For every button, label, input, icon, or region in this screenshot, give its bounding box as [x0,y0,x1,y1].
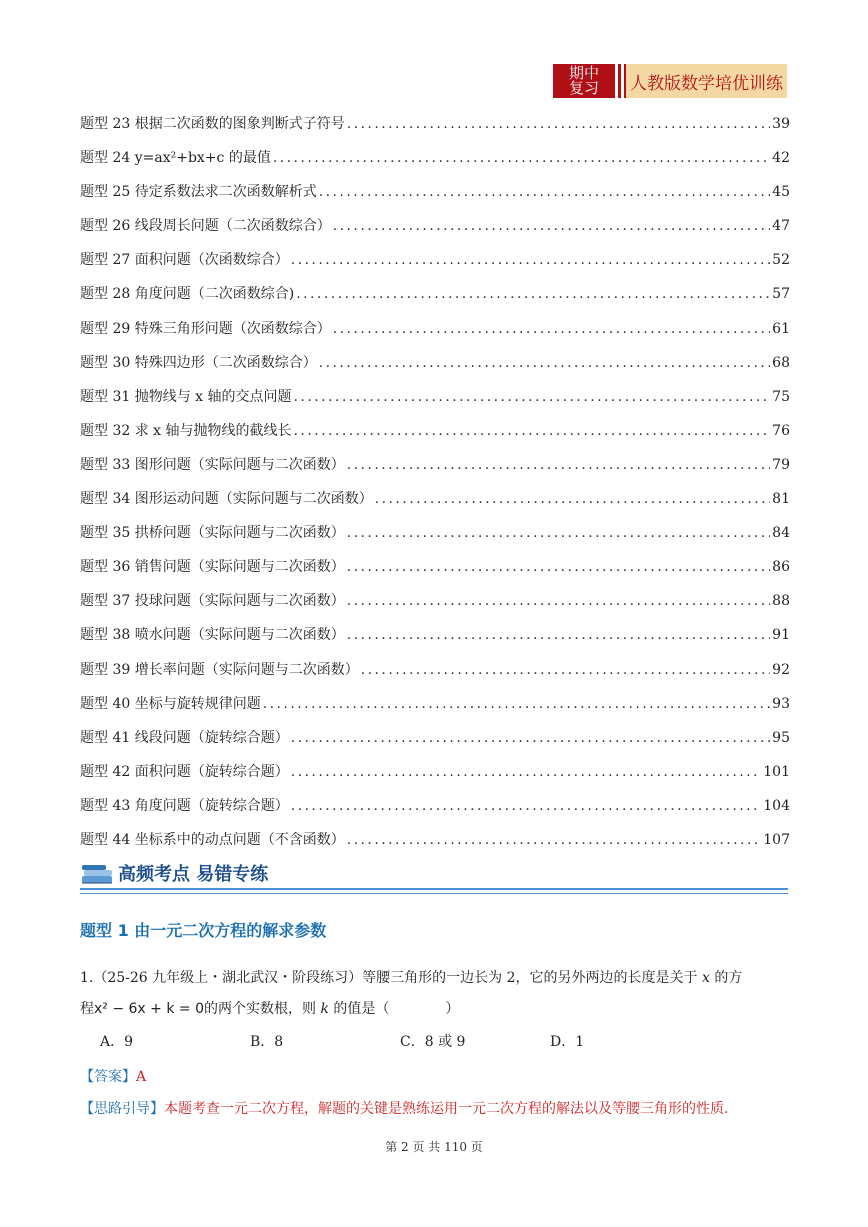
toc-entry-title: 题型 40 坐标与旋转规律问题 [80,695,261,712]
question-text [80,963,792,1025]
section-title: 高频考点 易错专练 [118,864,269,885]
option-d: D．1 [550,1034,585,1050]
question-text-part: 1.（25-26 九年级上・湖北武汉・阶段练习）等腰三角形的一边长为 2，它的另外两边的长度是关于 [80,970,702,986]
answer-value: A [136,1069,147,1085]
equation: x² − 6x + k = 0 [94,1001,204,1017]
toc-leader-dots [291,764,762,780]
toc-leader-dots [294,423,771,439]
toc-entry-title: 题型 24 y=ax²+bx+c 的最值 [80,150,271,167]
toc-entry-page: 75 [772,388,790,405]
toc-entry[interactable] [80,454,790,488]
answer-options [100,1031,700,1051]
toc-entry-page: 47 [772,218,790,235]
toc-entry-title: 题型 32 求 x 轴与抛物线的截线长 [80,422,292,439]
toc-entry-page: 76 [772,422,790,439]
toc-entry[interactable] [80,556,790,590]
toc-entry-title: 题型 34 图形运动问题（实际问题与二次函数） [80,491,373,508]
toc-entry-page: 81 [772,491,790,508]
toc-entry[interactable] [80,181,790,215]
section-rule [80,893,788,894]
toc-leader-dots [361,662,770,678]
question-text-part: 的方 [709,970,743,986]
toc-entry-title: 题型 23 根据二次函数的图象判断式子符号 [80,116,345,132]
toc-entry-page: 39 [772,116,790,132]
toc-leader-dots [333,218,770,234]
toc-entry-title: 题型 26 线段周长问题（二次函数综合） [80,218,331,235]
option-c: C．8 或 9 [400,1034,466,1050]
toc-entry[interactable] [80,318,790,352]
toc-entry-title: 题型 37 投球问题（实际问题与二次函数） [80,593,345,610]
section-heading [80,856,788,896]
toc-leader-dots [291,252,770,268]
toc-entry[interactable] [80,113,790,147]
hint [80,1098,792,1118]
toc-entry-page: 84 [772,525,790,542]
option-a: A．9 [100,1034,134,1050]
toc-entry[interactable] [80,795,790,829]
toc-entry[interactable] [80,352,790,386]
toc-entry-title: 题型 39 增长率问题（实际问题与二次函数） [80,661,359,678]
toc-entry-page: 52 [772,252,790,269]
toc-leader-dots [291,730,770,746]
toc-entry[interactable] [80,249,790,283]
section-rule [80,888,788,890]
toc-leader-dots [375,491,770,507]
toc-leader-dots [347,627,770,643]
toc-entry-title: 题型 43 角度问题（旋转综合题） [80,797,289,814]
toc-leader-dots [347,832,762,848]
toc-entry-page: 88 [772,593,790,610]
answer-label: 【答案】 [80,1069,136,1085]
toc-entry[interactable] [80,659,790,693]
toc-entry-title: 题型 25 待定系数法求二次函数解析式 [80,184,317,201]
toc-entry-page: 101 [763,763,790,780]
toc-entry-title: 题型 28 角度问题（二次函数综合) [80,286,295,303]
toc-entry-page: 42 [772,150,790,167]
toc-entry[interactable] [80,522,790,556]
toc-entry-page: 79 [772,456,790,473]
toc-entry-page: 104 [763,797,790,814]
table-of-contents [80,113,790,863]
toc-leader-dots [273,150,770,166]
question-text-part: 程 [80,1001,94,1017]
toc-entry-title: 题型 44 坐标系中的动点问题（不含函数） [80,831,345,848]
header-banner [553,64,787,98]
toc-entry-title: 题型 36 销售问题（实际问题与二次函数） [80,559,345,576]
toc-entry-title: 题型 30 特殊四边形（二次函数综合） [80,354,317,371]
toc-entry[interactable] [80,420,790,454]
toc-entry[interactable] [80,283,790,317]
toc-entry[interactable] [80,386,790,420]
toc-leader-dots [347,593,770,609]
toc-leader-dots [347,457,770,473]
toc-entry-page: 95 [772,729,790,746]
toc-leader-dots [347,116,770,132]
toc-leader-dots [347,559,770,575]
toc-entry[interactable] [80,488,790,522]
toc-leader-dots [263,696,770,712]
toc-entry[interactable] [80,215,790,249]
toc-entry[interactable] [80,727,790,761]
header-divider [618,64,621,98]
toc-leader-dots [347,525,770,541]
badge-line2: 复习 [568,79,599,97]
toc-entry-page: 91 [772,627,790,644]
option-b: B．8 [250,1034,284,1050]
toc-entry-title: 题型 31 抛物线与 x 轴的交点问题 [80,388,292,405]
toc-entry-title: 题型 41 线段问题（旋转综合题） [80,729,289,746]
toc-leader-dots [319,184,770,200]
toc-entry[interactable] [80,624,790,658]
toc-entry-title: 题型 42 面积问题（旋转综合题） [80,763,289,780]
toc-entry-page: 61 [772,320,790,337]
variable-k: k [320,1001,329,1017]
toc-entry[interactable] [80,693,790,727]
question-type-title: 题型 1 由一元二次方程的解求参数 [80,921,327,940]
answer [80,1066,146,1086]
toc-entry[interactable] [80,761,790,795]
toc-leader-dots [291,798,762,814]
page-footer: 第 2 页 共 110 页 [385,1140,483,1154]
toc-entry-title: 题型 27 面积问题（次函数综合） [80,252,289,269]
badge-line1: 期中 [568,64,599,82]
hint-text: 本题考查一元二次方程，解题的关键是熟练运用一元二次方程的解法以及等腰三角形的性质. [164,1101,729,1117]
question-text-part: 的值是（ ） [328,1001,460,1017]
toc-entry-title: 题型 33 图形问题（实际问题与二次函数） [80,456,345,473]
toc-entry[interactable] [80,590,790,624]
toc-entry-title: 题型 35 拱桥问题（实际问题与二次函数） [80,525,345,542]
toc-entry-page: 57 [772,286,790,303]
toc-entry-page: 86 [772,559,790,576]
toc-entry-page: 68 [772,354,790,371]
question-text-part: 的两个实数根，则 [204,1001,321,1017]
toc-entry-page: 45 [772,184,790,201]
toc-entry-page: 107 [763,831,790,848]
toc-entry-page: 92 [772,661,790,678]
toc-leader-dots [294,389,771,405]
question-line-2 [80,994,792,1025]
toc-leader-dots [319,355,770,371]
variable-x: x [701,970,710,986]
header-badge [553,64,615,98]
toc-entry-page: 93 [772,695,790,712]
books-icon [80,862,116,886]
toc-entry[interactable] [80,147,790,181]
toc-leader-dots [333,321,770,337]
hint-label: 【思路引导】 [80,1101,164,1117]
toc-leader-dots [296,286,770,302]
question-line-1 [80,963,792,994]
toc-entry-title: 题型 38 喷水问题（实际问题与二次函数） [80,627,345,644]
series-title: 人教版数学培优训练 [626,64,787,98]
toc-entry-title: 题型 29 特殊三角形问题（次函数综合） [80,320,331,337]
